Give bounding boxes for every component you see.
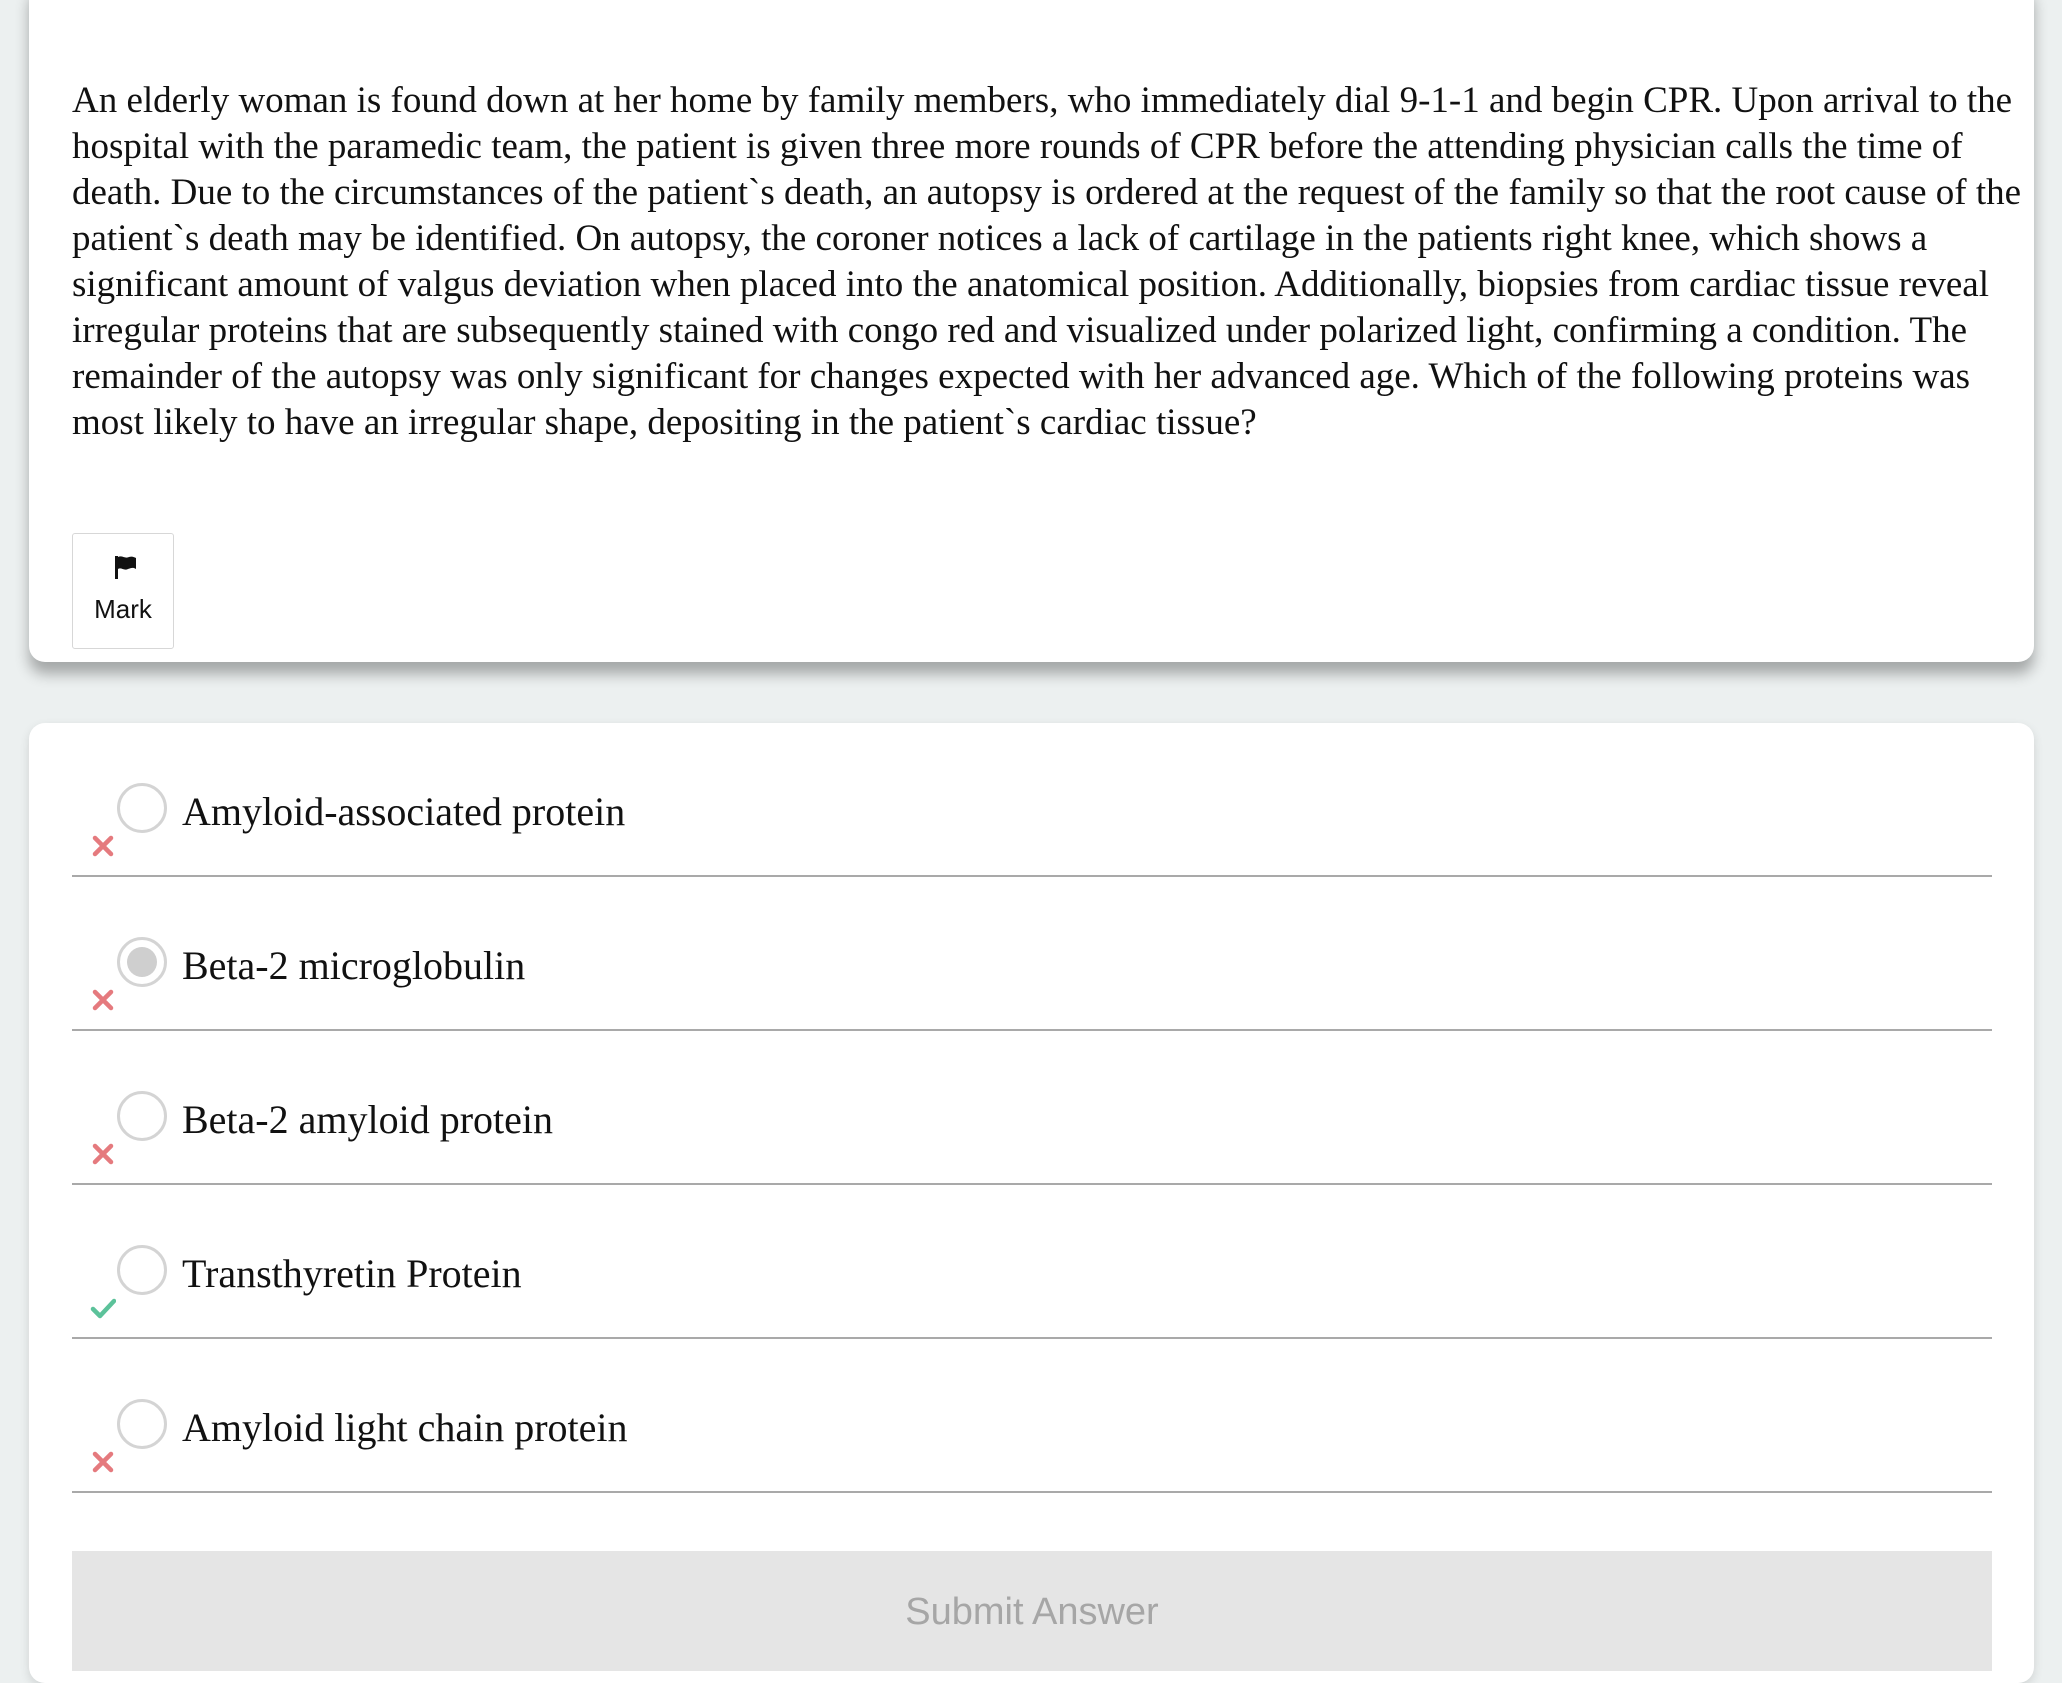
flag-icon <box>112 554 138 580</box>
mark-button[interactable] <box>72 533 174 649</box>
checkmark-icon <box>90 1295 116 1321</box>
radio-button[interactable] <box>117 1399 167 1449</box>
question-stem: An elderly woman is found down at her home by family members, who immediately dial 9-1-1 and begin CPR. Upon arrival to the hospital with the paramedic team, the patient is given three more rounds of CPR before the attending physician calls the time of death. Due to the circumstances of the patient`s death, an autopsy is ordered at the request of the family so that the root cause of the patient`s death may be identified. On autopsy, the coroner notices a lack of cartilage in the patients right knee, which shows a significant amount of valgus deviation when placed into the anatomical position. Additionally, biopsies from cardiac tissue reveal irregular proteins that are subsequently stained with congo red and visualized under polarized light, confirming a condition. The remainder of the autopsy was only significant for changes expected with her advanced age. Which of the following proteins was most likely to have an irregular shape, depositing in the patient`s cardiac tissue? <box>72 80 2022 443</box>
radio-button[interactable] <box>117 1091 167 1141</box>
radio-button[interactable] <box>117 1245 167 1295</box>
x-mark-icon <box>90 1449 116 1475</box>
answers-card <box>29 723 2034 1683</box>
answer-option-e[interactable] <box>72 1339 1992 1493</box>
radio-button-selected[interactable] <box>117 937 167 987</box>
answer-option-b[interactable] <box>72 877 1992 1031</box>
answer-option-d[interactable] <box>72 1185 1992 1339</box>
x-mark-icon <box>90 833 116 859</box>
radio-button[interactable] <box>117 783 167 833</box>
x-mark-icon <box>90 1141 116 1167</box>
submit-answer-button[interactable]: Submit Answer <box>72 1551 1992 1671</box>
answer-option-label: Transthyretin Protein <box>182 1251 522 1296</box>
answer-option-label: Beta-2 microglobulin <box>182 943 526 988</box>
answer-option-label: Amyloid-associated protein <box>182 789 626 834</box>
mark-label: Mark <box>94 594 152 624</box>
question-card <box>29 0 2034 662</box>
answer-option-label: Beta-2 amyloid protein <box>182 1097 554 1142</box>
answer-option-c[interactable] <box>72 1031 1992 1185</box>
answer-option-label: Amyloid light chain protein <box>182 1405 628 1450</box>
x-mark-icon <box>90 987 116 1013</box>
answer-option-a[interactable] <box>72 723 1992 877</box>
